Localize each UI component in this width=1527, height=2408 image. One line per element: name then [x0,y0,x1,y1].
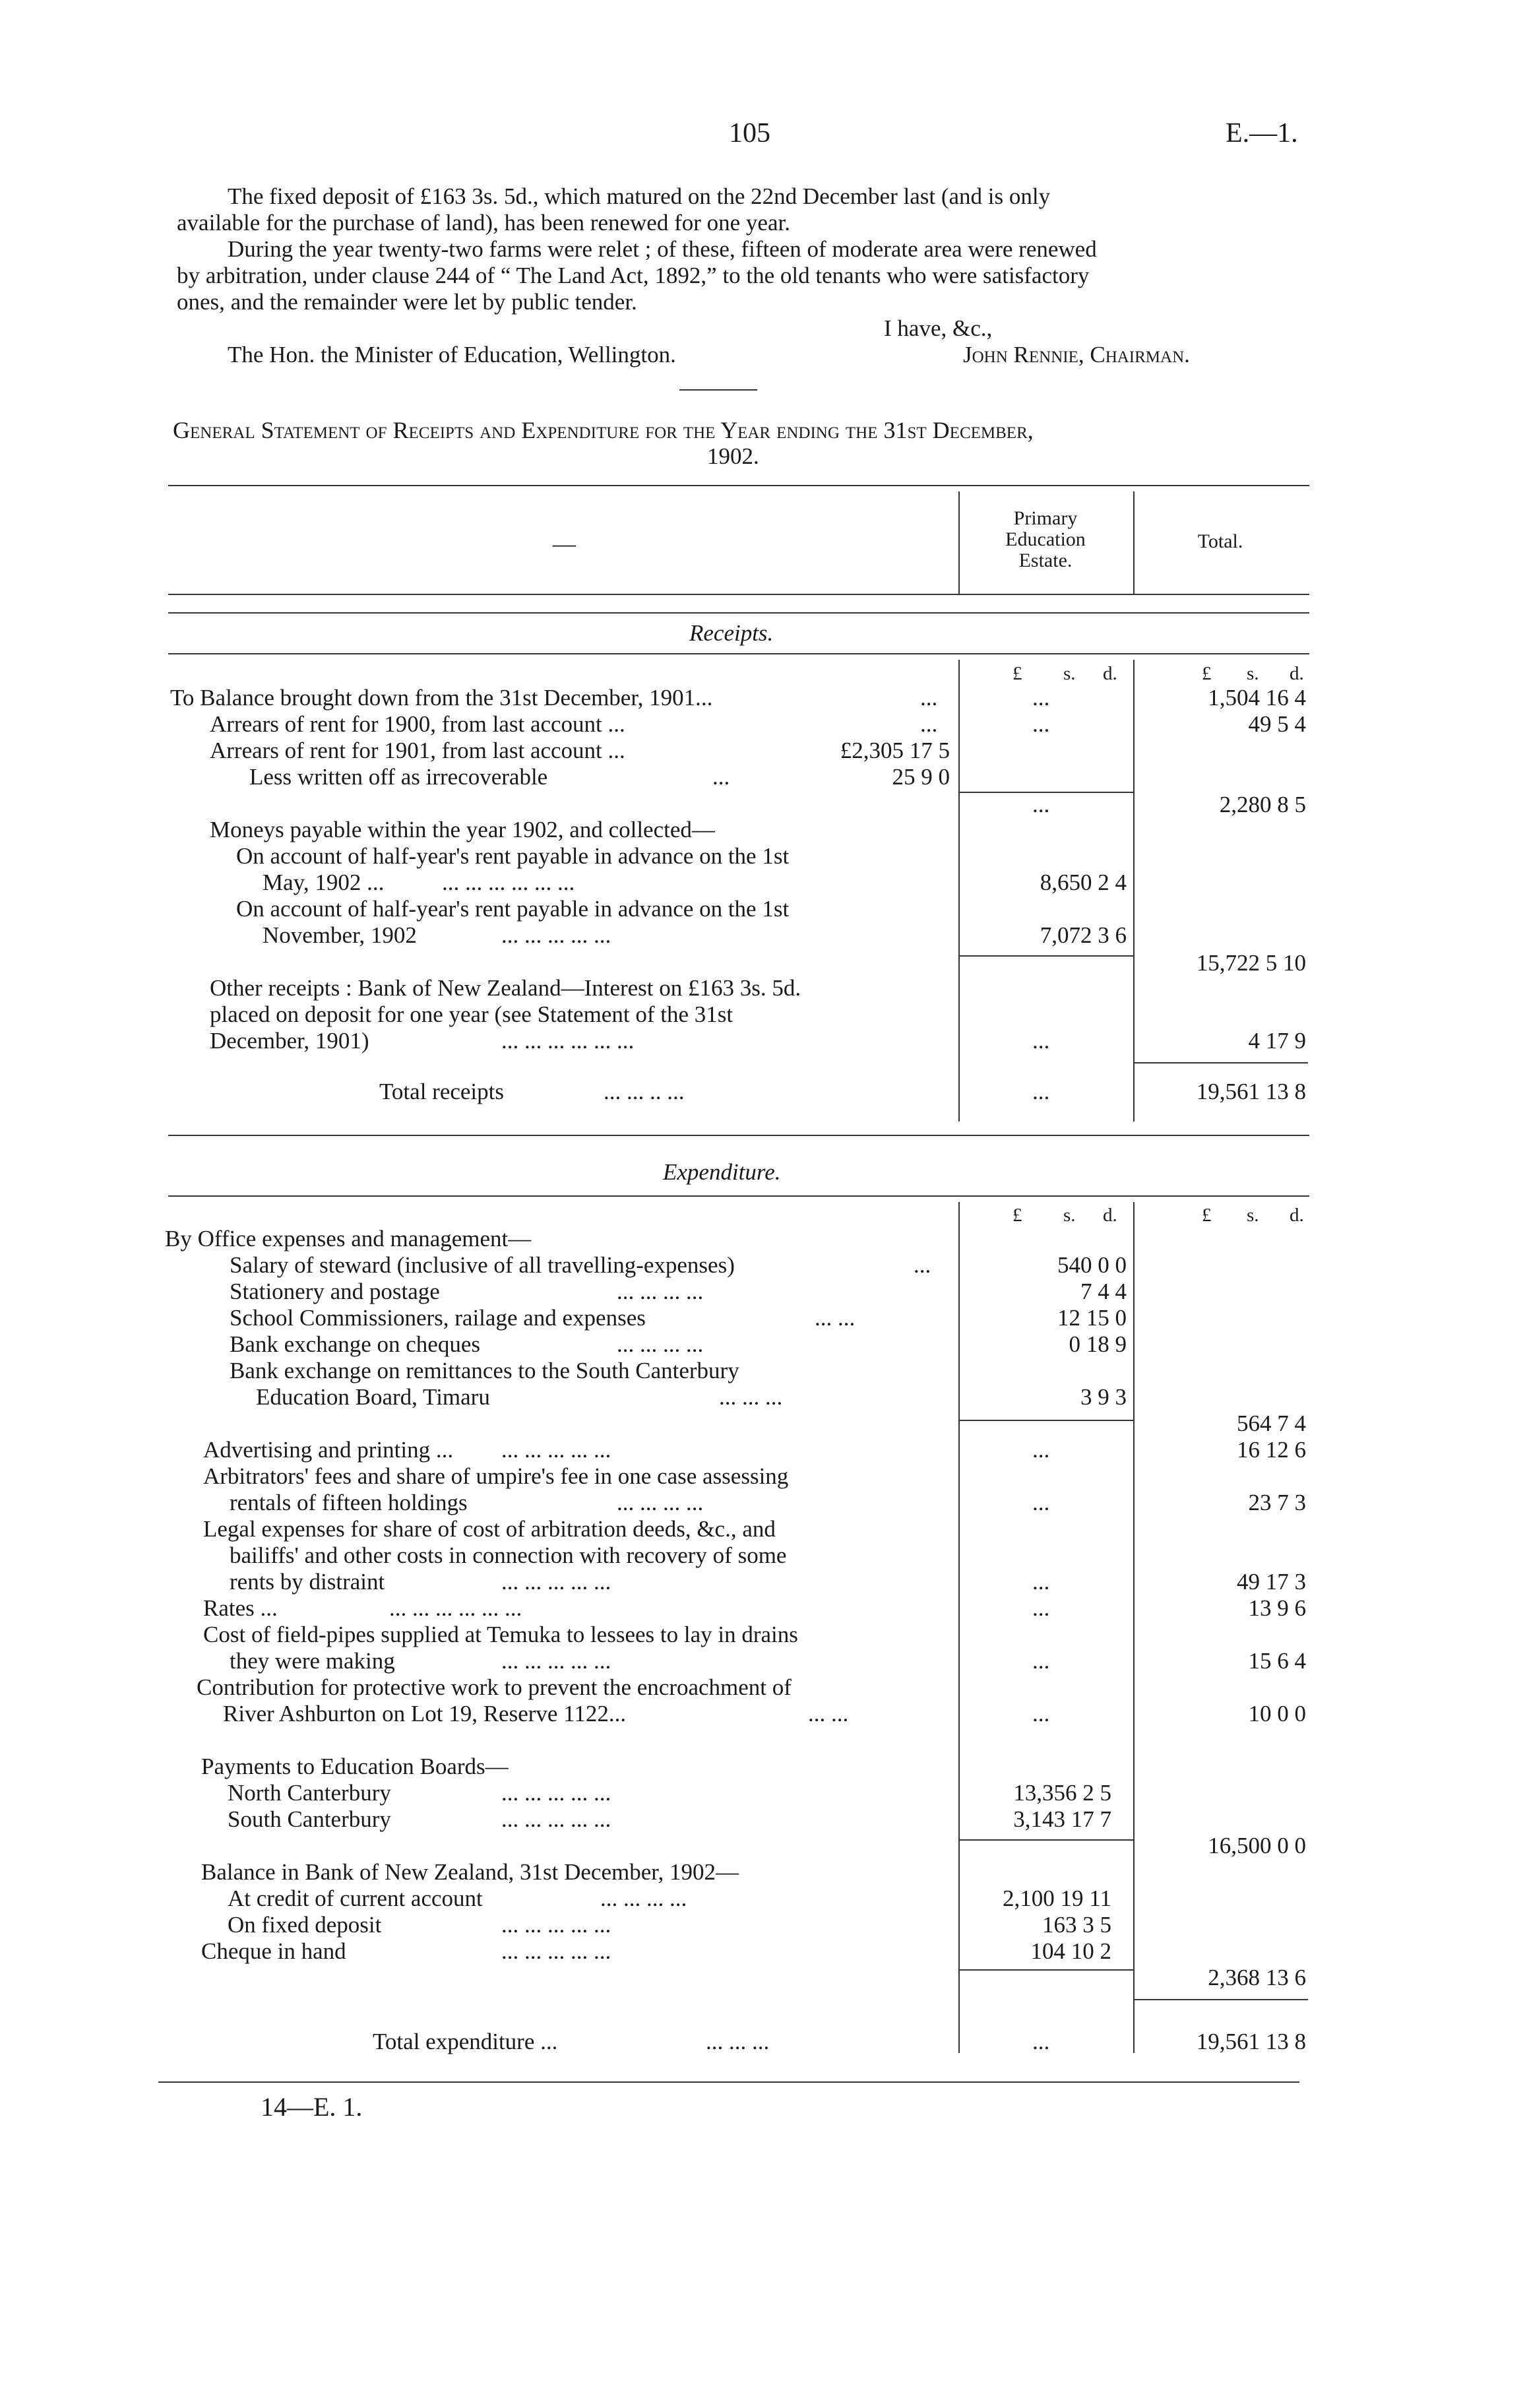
receipts-heading-rule [168,653,1309,654]
expenditure-row-label: School Commissioners, railage and expenses [230,1305,646,1331]
expenditure-row-mid: 540 0 0 [1057,1252,1127,1278]
receipt-row-mid: ... [1032,1028,1050,1054]
expenditure-row-label: By Office expenses and management— [165,1226,532,1252]
receipt-row-label: placed on deposit for one year (see Statement of the 31st [210,1001,733,1027]
expenditure-row-label: Cost of field-pipes supplied at Temuka to lessees to lay in drains [203,1622,798,1647]
expenditure-row-dots: ... [914,1252,931,1278]
receipt-row-label: Less written off as irrecoverable [249,764,548,790]
statement-title-line2: 1902. [707,443,759,469]
expenditure-col-divider-2 [1133,1202,1135,2053]
expenditure-row-total: 49 17 3 [1237,1569,1306,1595]
unit-pounds: £ [1202,663,1212,684]
receipts-bottom-rule [168,1135,1309,1136]
expenditure-row-label: Stationery and postage [230,1279,440,1304]
expenditure-row-dots: ... ... ... ... [617,1331,704,1357]
expenditure-row-mid: ... [1032,1648,1050,1674]
receipt-row-dots: ... [920,685,938,711]
expenditure-row-label: Salary of steward (inclusive of all travelling-expenses) [230,1252,735,1278]
receipt-row-inline-amount: £2,305 17 5 [840,738,950,763]
expenditure-row-label: rents by distraint [230,1569,385,1595]
expenditure-row-label: bailiffs' and other costs in connection with recovery of some [230,1542,787,1568]
subtotal-rule [1133,1999,1308,2000]
subtotal-rule [958,1969,1133,1971]
receipt-row-total: 4 17 9 [1248,1028,1306,1054]
expenditure-row-label: Balance in Bank of New Zealand, 31st December, 1902— [201,1859,739,1885]
column-header-primary-line3: Estate. [1018,550,1073,571]
expenditure-row-total: 16,500 0 0 [1208,1833,1306,1858]
expenditure-row-dots: ... ... ... ... [600,1885,687,1911]
receipt-row-dots: ... [920,711,938,737]
intro-p1-line2: available for the purchase of land), has been renewed for one year. [177,210,790,236]
expenditure-row-label: Rates ... [203,1595,278,1621]
unit-pence: d. [1290,663,1304,684]
expenditure-row-total: 13 9 6 [1248,1595,1306,1621]
intro-p1-line1: The fixed deposit of £163 3s. 5d., which matured on the 22nd December last (and is only [228,183,1051,209]
expenditure-row-label: Arbitrators' fees and share of umpire's fee in one case assessing [203,1463,789,1489]
expenditure-row-label: Contribution for protective work to prevent the encroachment of [197,1674,792,1700]
expenditure-row-dots: ... ... ... ... ... [501,1780,611,1806]
expenditure-row-total: 2,368 13 6 [1208,1965,1306,1990]
expenditure-row-mid: 3 9 3 [1080,1384,1127,1410]
expenditure-row-mid: 0 18 9 [1069,1331,1127,1357]
expenditure-row-dots: ... ... ... [706,2029,770,2054]
receipt-row-inline-amount: 25 9 0 [892,764,950,790]
expenditure-heading: Expenditure. [663,1159,781,1185]
expenditure-row-mid: 13,356 2 5 [1013,1780,1111,1806]
unit-shillings: s. [1063,663,1076,684]
addressee: The Hon. the Minister of Education, Wellington. [228,342,676,367]
expenditure-row-label: they were making [230,1648,395,1674]
valediction: I have, &c., [884,315,993,341]
expenditure-row-dots: ... ... ... ... [617,1279,704,1304]
receipt-row-label: To Balance brought down from the 31st December, 1901... [170,685,713,711]
expenditure-row-label: Bank exchange on remittances to the South Canterbury [230,1358,739,1383]
column-header-primary-line2: Education [1005,528,1086,550]
receipt-row-dots: ... ... .. ... [604,1079,685,1104]
receipt-row-label: Other receipts : Bank of New Zealand—Interest on £163 3s. 5d. [210,975,801,1001]
expenditure-row-label: South Canterbury [228,1806,391,1832]
column-header-primary [963,508,1128,571]
intro-p2-line2: by arbitration, under clause 244 of “ The Land Act, 1892,” to the old tenants who were satisfactory [177,263,1090,288]
signature: John Rennie, Chairman. [963,342,1190,367]
receipt-row-label: On account of half-year's rent payable in advance on the 1st [236,843,790,869]
signature-mark: 14—E. 1. [261,2092,363,2122]
receipt-row-mid: 7,072 3 6 [1040,922,1127,948]
expenditure-row-dots: ... ... [815,1305,856,1331]
expenditure-row-label: River Ashburton on Lot 19, Reserve 1122... [223,1701,627,1727]
table-bottom-rule [158,2081,1299,2083]
expenditure-row-total: 10 0 0 [1248,1701,1306,1727]
expenditure-row-label: At credit of current account [228,1885,483,1911]
receipt-row-mid: ... [1032,1079,1050,1104]
expenditure-row-mid: 12 15 0 [1057,1305,1127,1331]
expenditure-row-mid: ... [1032,1701,1050,1727]
expenditure-row-dots: ... ... ... ... ... [501,1648,611,1674]
expenditure-row-mid: 104 10 2 [1030,1938,1111,1964]
expenditure-row-mid: ... [1032,1437,1050,1463]
column-header-primary-line1: Primary [1013,507,1078,529]
unit-shillings: s. [1247,663,1259,684]
expenditure-row-label: On fixed deposit [228,1912,382,1938]
receipt-row-mid: ... [1032,685,1050,711]
paper-code: E.—1. [1226,118,1298,148]
receipt-row-total: 49 5 4 [1248,711,1306,737]
total-receipts-label: Total receipts [379,1079,504,1104]
subtotal-rule [958,955,1133,957]
unit-pounds: £ [1013,1205,1022,1226]
expenditure-row-dots: ... ... ... ... ... [501,1437,611,1463]
unit-pounds: £ [1202,1205,1212,1226]
expenditure-row-mid: 3,143 17 7 [1013,1806,1111,1832]
expenditure-row-label: rentals of fifteen holdings [230,1490,468,1515]
expenditure-row-mid: 7 4 4 [1080,1279,1127,1304]
receipts-col-divider-2 [1133,660,1135,1122]
unit-pounds: £ [1013,663,1022,684]
expenditure-row-dots: ... ... ... ... ... [501,1912,611,1938]
expenditure-row-mid: ... [1032,2029,1050,2054]
page-number: 105 [729,118,770,148]
expenditure-row-label: North Canterbury [228,1780,391,1806]
intro-p2-line1: During the year twenty-two farms were relet ; of these, fifteen of moderate area were renewed [228,236,1097,262]
header-col-divider-2 [1133,491,1135,594]
receipt-row-mid: ... [1032,711,1050,737]
total-expenditure-value: 19,561 13 8 [1196,2029,1306,2054]
expenditure-row-label: Cheque in hand [201,1938,346,1964]
unit-pence: d. [1290,1205,1304,1226]
expenditure-heading-rule [168,1195,1309,1197]
intro-p2-line3: ones, and the remainder were let by public tender. [177,289,637,315]
expenditure-row-label: Payments to Education Boards— [201,1754,509,1779]
total-expenditure-label: Total expenditure ... [373,2029,558,2054]
expenditure-row-dots: ... ... ... ... ... [501,1569,611,1595]
expenditure-row-total: 564 7 4 [1237,1410,1306,1436]
expenditure-row-mid: ... [1032,1569,1050,1595]
receipts-top-rule [168,612,1309,614]
expenditure-row-total: 16 12 6 [1237,1437,1306,1463]
receipt-row-label: Moneys payable within the year 1902, and collected— [210,817,715,842]
receipt-row-label: December, 1901) [210,1028,369,1054]
unit-shillings: s. [1247,1205,1259,1226]
expenditure-row-mid: 2,100 19 11 [1003,1885,1111,1911]
subtotal-rule [958,1839,1133,1841]
subtotal-rule [958,1420,1133,1421]
expenditure-row-total: 23 7 3 [1248,1490,1306,1515]
receipt-row-total: 15,722 5 10 [1196,950,1306,976]
expenditure-row-dots: ... ... ... [719,1384,783,1410]
expenditure-row-mid: ... [1032,1595,1050,1621]
header-bottom-rule [168,594,1309,595]
table-top-rule [168,485,1309,486]
expenditure-row-label: Legal expenses for share of cost of arbitration deeds, &c., and [203,1516,776,1542]
receipt-row-label: Arrears of rent for 1901, from last account ... [210,738,625,763]
header-col-divider-1 [958,491,960,594]
unit-pence: d. [1103,663,1117,684]
unit-shillings: s. [1063,1205,1076,1226]
receipt-row-label: May, 1902 ... [263,870,385,895]
expenditure-row-mid: 163 3 5 [1042,1912,1111,1938]
receipt-row-label: November, 1902 [263,922,417,948]
receipt-row-label: Arrears of rent for 1900, from last account ... [210,711,625,737]
column-header-total: Total. [1197,530,1243,552]
receipt-row-dots: ... ... ... ... ... ... [442,870,575,895]
receipt-row-label: On account of half-year's rent payable in advance on the 1st [236,896,790,922]
column-header-description: — [553,531,576,557]
separator-rule [679,389,757,391]
receipt-row-mid: 8,650 2 4 [1040,870,1127,895]
subtotal-rule [1133,1062,1308,1063]
expenditure-row-mid: ... [1032,1490,1050,1515]
expenditure-row-dots: ... ... ... ... ... [501,1938,611,1964]
receipt-row-dots: ... ... ... ... ... ... [501,1028,635,1054]
unit-pence: d. [1103,1205,1117,1226]
receipt-row-total: 2,280 8 5 [1219,792,1306,817]
expenditure-row-dots: ... ... ... ... [617,1490,704,1515]
total-receipts-value: 19,561 13 8 [1196,1079,1306,1104]
expenditure-row-total: 15 6 4 [1248,1648,1306,1674]
expenditure-row-dots: ... ... ... ... ... ... [389,1595,522,1621]
receipt-row-dots: ... [712,764,730,790]
expenditure-row-dots: ... ... ... ... ... [501,1806,611,1832]
receipts-col-divider-1 [958,660,960,1122]
expenditure-row-label: Bank exchange on cheques [230,1331,480,1357]
receipts-heading: Receipts. [689,620,774,646]
receipt-row-dots: ... ... ... ... ... [501,922,611,948]
receipt-row-total: 1,504 16 4 [1208,685,1306,711]
statement-title-line1: General Statement of Receipts and Expenditure for the Year ending the 31st December, [173,417,1034,443]
expenditure-row-label: Education Board, Timaru [256,1384,490,1410]
expenditure-row-dots: ... ... [808,1701,849,1727]
receipt-row-mid: ... [1032,792,1050,817]
expenditure-row-label: Advertising and printing ... [203,1437,454,1463]
